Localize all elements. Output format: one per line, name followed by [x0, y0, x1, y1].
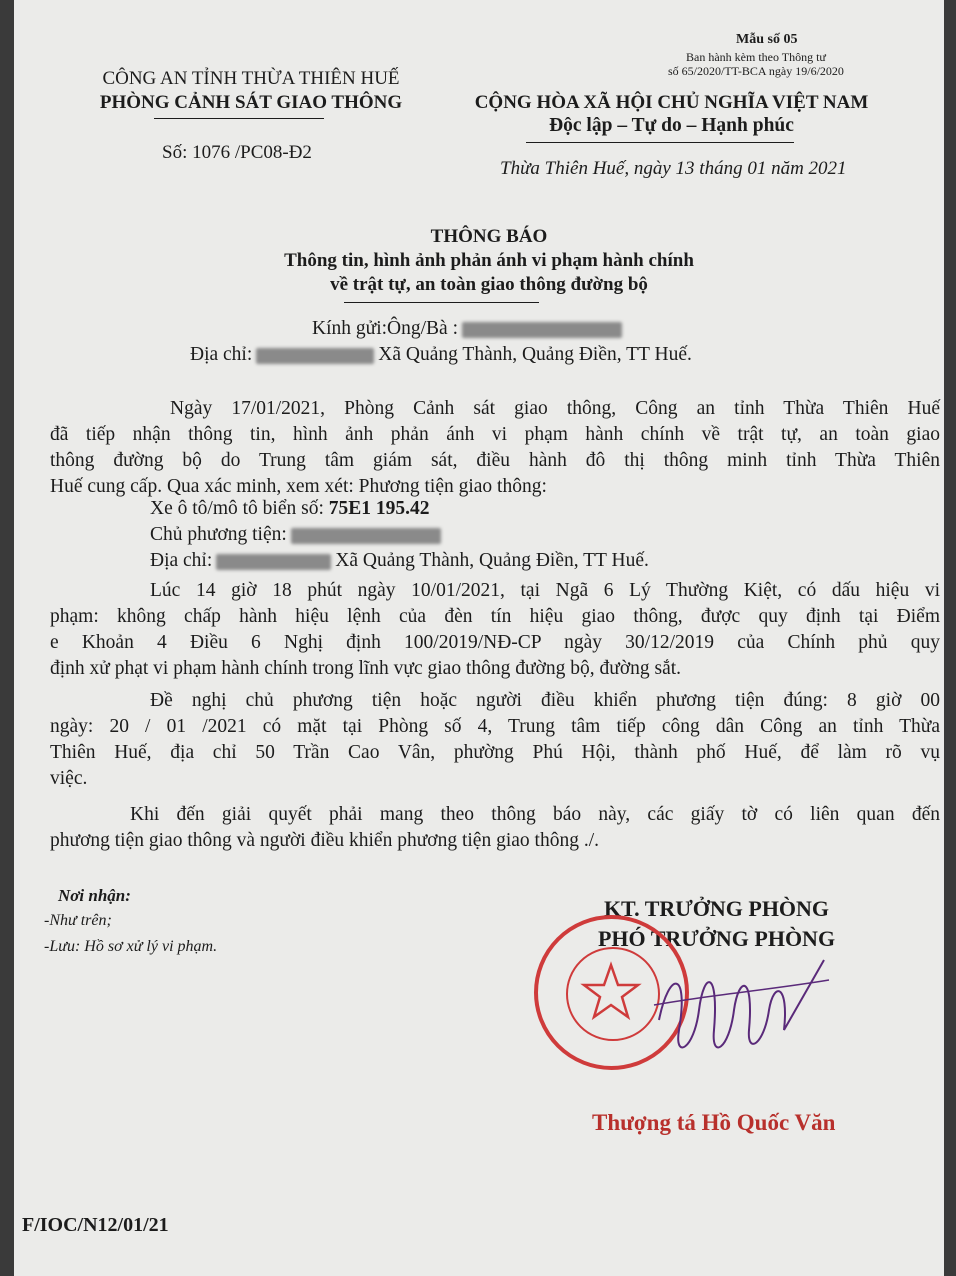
receiver-item: -Như trên; — [44, 912, 112, 929]
signer-role-1: KT. TRƯỞNG PHÒNG — [603, 896, 830, 921]
text-line: Lúc 14 giờ 18 phút ngày 10/01/2021, tại Ngã 6 Lý Thường Kiệt, có dấu hiệu vi — [150, 580, 940, 601]
text-line: thông đường bộ do Trung tâm giám sát, điều hành đô thị thông minh tỉnh Thừa Thiên — [50, 450, 940, 471]
text-line: e Khoản 4 Điều 6 Nghị định 100/2019/NĐ-CP ngày 30/12/2019 của Chính phủ quy — [50, 632, 940, 653]
recipient-to-label: Kính gửi:Ông/Bà : — [312, 318, 458, 339]
text-line: Huế cung cấp. Qua xác minh, xem xét: Phương tiện giao thông: — [50, 476, 547, 497]
recipient-to — [312, 318, 626, 340]
recipient-address — [190, 344, 692, 366]
recipient-address-text: Xã Quảng Thành, Quảng Điền, TT Huế. — [378, 344, 692, 365]
paragraph-3 — [50, 688, 940, 792]
agency-parent: CÔNG AN TỈNH THỪA THIÊN HUẾ — [102, 68, 400, 89]
owner-label: Chủ phương tiện: — [150, 524, 287, 545]
redacted-address — [256, 348, 374, 364]
title-underline — [344, 302, 539, 303]
text-line: đã tiếp nhận thông tin, hình ảnh phản ánh vi phạm hành chính về trật tự, an toàn giao — [50, 424, 940, 445]
signer-name: Thượng tá Hồ Quốc Văn — [592, 1110, 836, 1135]
text-line: ngày: 20 / 01 /2021 có mặt tại Phòng số 4, Trung tâm tiếp công dân Công an tỉnh Thừa — [50, 716, 940, 737]
paragraph-2 — [50, 578, 940, 682]
text-line: Ngày 17/01/2021, Phòng Cảnh sát giao thông, Công an tỉnh Thừa Thiên Huế — [170, 398, 940, 419]
document-number: Số: 1076 /PC08-Đ2 — [162, 142, 312, 163]
handwritten-signature — [649, 950, 839, 1070]
nation-name: CỘNG HÒA XÃ HỘI CHỦ NGHĨA VIỆT NAM — [474, 92, 869, 113]
text-line: định xử phạt vi phạm hành chính trong lĩnh vực giao thông đường bộ, đường sắt. — [50, 658, 682, 679]
form-ref-line1: Ban hành kèm theo Thông tư — [686, 50, 826, 64]
text-line: Khi đến giải quyết phải mang theo thông báo này, các giấy tờ có liên quan đến — [130, 804, 940, 825]
nation-motto: Độc lập – Tự do – Hạnh phúc — [549, 115, 794, 136]
agency-underline — [154, 118, 324, 119]
text-line: Đề nghị chủ phương tiện hoặc người điều khiển phương tiện đúng: 8 giờ 00 — [150, 690, 940, 711]
vehicle-label: Xe ô tô/mô tô biển số: — [150, 498, 324, 519]
text-line: phương tiện giao thông và người điều khiển phương tiện giao thông ./. — [50, 830, 599, 851]
motto-underline — [526, 142, 794, 143]
license-plate: 75E1 195.42 — [328, 498, 430, 519]
text-line: việc. — [50, 768, 88, 789]
receiver-item: -Lưu: Hồ sơ xử lý vi phạm. — [44, 938, 218, 955]
owner-address-label: Địa chỉ: — [150, 550, 213, 571]
text-line: Thiên Huế, địa chỉ 50 Trần Cao Vân, phường Phú Hội, thành phố Huế, để làm rõ vụ — [50, 742, 940, 763]
form-ref-line2: số 65/2020/TT-BCA ngày 19/6/2020 — [668, 64, 844, 78]
form-number: Mẫu số 05 — [736, 32, 798, 47]
owner-line — [150, 524, 445, 546]
redacted-owner-address — [216, 554, 331, 570]
document-page — [14, 0, 944, 1276]
document-date: Thừa Thiên Huế, ngày 13 tháng 01 năm 2021 — [500, 158, 847, 179]
paragraph-1 — [50, 396, 940, 500]
notice-subtitle-2: về trật tự, an toàn giao thông đường bộ — [330, 274, 648, 295]
agency-name: PHÒNG CẢNH SÁT GIAO THÔNG — [99, 92, 403, 113]
notice-title: THÔNG BÁO — [430, 226, 548, 247]
recipient-address-label: Địa chỉ: — [190, 344, 253, 365]
paragraph-4 — [50, 802, 940, 854]
receivers-title: Nơi nhận: — [58, 886, 131, 905]
redacted-owner — [291, 528, 441, 544]
vehicle-line — [150, 498, 430, 520]
notice-subtitle-1: Thông tin, hình ảnh phản ánh vi phạm hành chính — [284, 250, 694, 271]
footer-code: F/IOC/N12/01/21 — [22, 1214, 169, 1236]
signer-role-2: PHÓ TRƯỞNG PHÒNG — [597, 926, 836, 951]
redacted-name — [462, 322, 622, 338]
owner-address-line — [150, 550, 649, 572]
owner-address: Xã Quảng Thành, Quảng Điền, TT Huế. — [335, 550, 649, 571]
text-line: phạm: không chấp hành hiệu lệnh của đèn tín hiệu giao thông, được quy định tại Điểm — [50, 606, 940, 627]
